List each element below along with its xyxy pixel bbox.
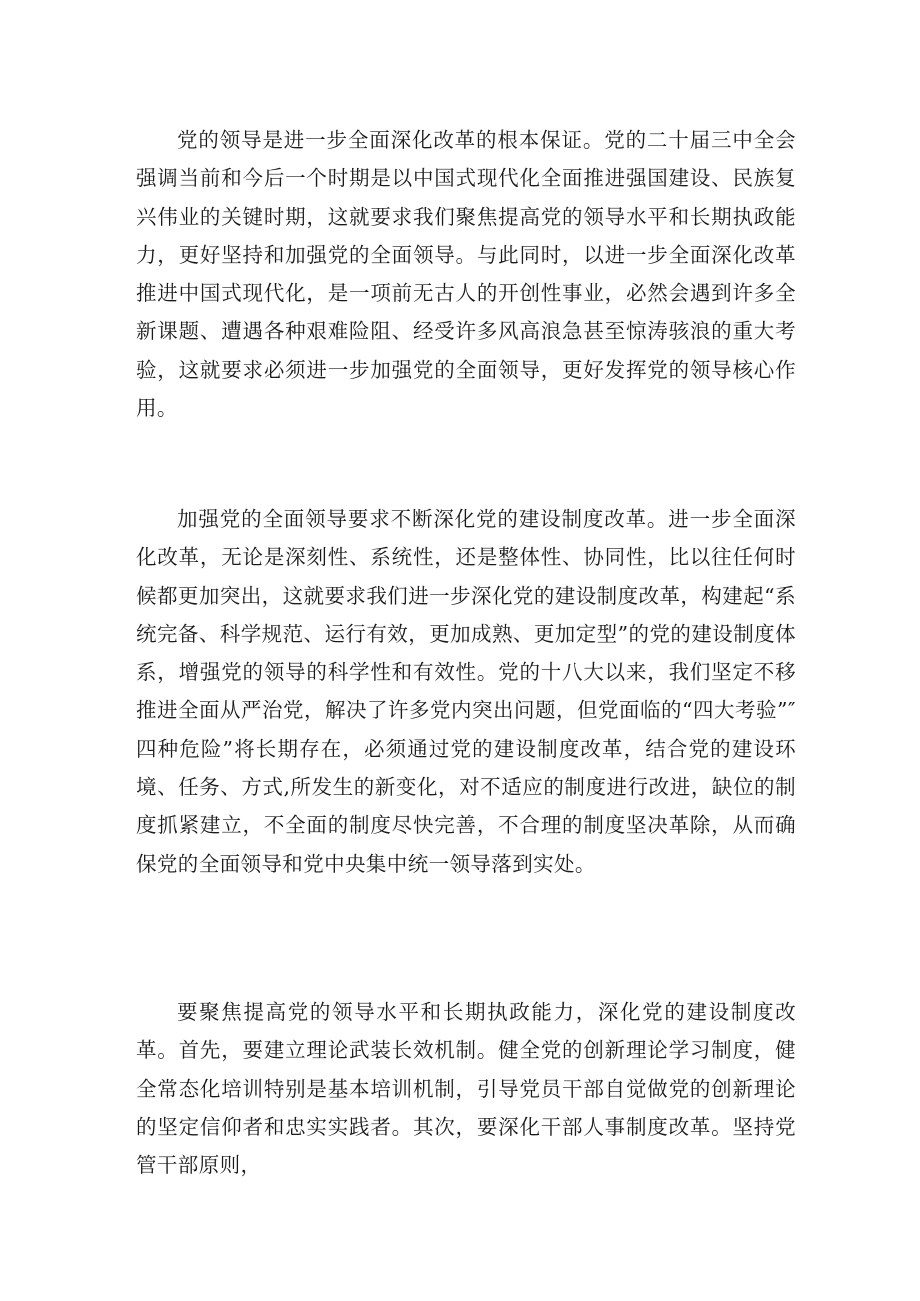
paragraph-leadership-capacity: 要聚焦提高党的领导水平和长期执政能力，深化党的建设制度改革。首先，要建立理论武装长效机制。健全党的创新理论学习制度，健全常态化培训特别是基本培训机制，引导党员干部自觉做党的创新理论的坚定信仰者和忠实实践者。其次，要深化干部人事制度改革。坚持党管干部原则， <box>136 1000 796 1178</box>
paragraph-party-building-reform: 加强党的全面领导要求不断深化党的建设制度改革。进一步全面深化改革，无论是深刻性、系统性，还是整体性、协同性，比以往任何时候都更加突出，这就要求我们进一步深化党的建设制度改革，构建起“系统完备、科学规范、运行有效，更加成熟、更加定型”的党的建设制度体系，增强党的领导的科学性和有效性。党的十八大以来，我们坚定不移推进全面从严治党，解决了许多党内突出问题，但党面临的“四大考验”″四种危险”将长期存在，必须通过党的建设制度改革，结合党的建设环境、任务、方式,所发生的新变化，对不适应的制度进行改进，缺位的制度抓紧建立，不全面的制度尽快完善，不合理的制度坚决革除，从而确保党的全面领导和党中央集中统一领导落到实处。 <box>136 507 796 876</box>
paragraph-party-leadership-guarantee: 党的领导是进一步全面深化改革的根本保证。党的二十届三中全会强调当前和今后一个时期是以中国式现代化全面推进强国建设、民族复兴伟业的关键时期，这就要求我们聚焦提高党的领导水平和长期执政能力，更好坚持和加强党的全面领导。与此同时，以进一步全面深化改革推进中国式现代化，是一项前无古人的开创性事业，必然会遇到许多全新课题、遭遇各种艰难险阻、经受许多风高浪急甚至惊涛骇浪的重大考验，这就要求必须进一步加强党的全面领导，更好发挥党的领导核心作用。 <box>136 128 796 421</box>
